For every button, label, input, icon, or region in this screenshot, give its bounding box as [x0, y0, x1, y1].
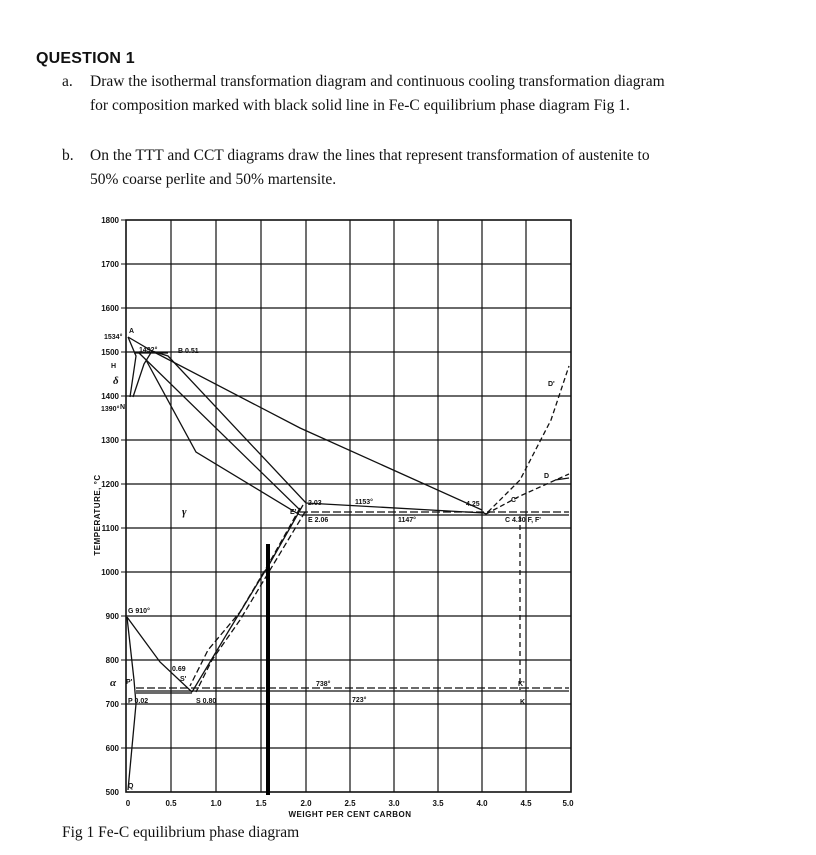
point-labels [101, 328, 555, 790]
label-h: H [111, 363, 117, 370]
x-tick-2.0: 2.0 [300, 799, 312, 808]
label-p-0.02: P 0.02 [128, 698, 149, 705]
x-tick-3.0: 3.0 [388, 799, 400, 808]
solidus-aj-line [138, 352, 300, 510]
x-tick-0: 0 [125, 799, 131, 808]
part-b-marker: b. [62, 147, 74, 164]
y-tick-1000: 1000 [101, 568, 119, 577]
label-d: D [544, 473, 550, 480]
label-4.25: 4.25 [466, 501, 480, 508]
label-p-prime: P' [126, 679, 133, 686]
label-738: 738° [316, 681, 331, 688]
label-k-prime: K' [518, 681, 525, 688]
label-723: 723° [352, 697, 367, 704]
y-tick-1700: 1700 [101, 260, 119, 269]
label-1492: 1492° [139, 347, 158, 354]
y-tick-800: 800 [105, 656, 119, 665]
x-axis-title: WEIGHT PER CENT CARBON [288, 810, 412, 819]
acm-dashed-line [190, 508, 300, 686]
part-a-line-1: Draw the isothermal transformation diagram and continuous cooling transformation diagram [90, 73, 665, 90]
x-tick-4.0: 4.0 [476, 799, 488, 808]
label-a: A [129, 328, 135, 335]
solidus-line [146, 360, 300, 515]
liquidus-upper-line [152, 351, 482, 510]
figure-caption: Fig 1 Fe-C equilibrium phase diagram [62, 824, 300, 841]
label-0.69: 0.69 [172, 666, 186, 673]
label-delta: δ [113, 375, 119, 387]
y-tick-500: 500 [105, 788, 119, 797]
x-tick-1.5: 1.5 [255, 799, 267, 808]
solvus-pq-line [128, 704, 136, 790]
phase-boundaries [127, 337, 569, 790]
label-d-prime: D' [548, 381, 555, 388]
label-b-051: B 0.51 [178, 348, 199, 355]
x-tick-4.5: 4.5 [520, 799, 532, 808]
label-c-prime: C' [511, 497, 518, 504]
label-1153: 1153° [355, 499, 373, 506]
question-title: QUESTION 1 [36, 50, 135, 67]
y-axis-title: TEMPERATURE, °C [93, 474, 102, 556]
part-a-marker: a. [62, 73, 73, 90]
part-b-line-1: On the TTT and CCT diagrams draw the lines that represent transformation of austenite to [90, 147, 650, 164]
x-tick-2.5: 2.5 [344, 799, 356, 808]
label-alpha: α [110, 677, 117, 689]
label-origin: Q [128, 783, 134, 790]
label-1534: 1534° [104, 334, 123, 341]
y-tick-700: 700 [105, 700, 119, 709]
y-tick-1400: 1400 [101, 392, 119, 401]
delta-boundary-line [128, 337, 136, 397]
label-c-4.30: C 4.30 F, F' [505, 517, 541, 524]
y-tick-1100: 1100 [101, 524, 119, 533]
y-tick-1200: 1200 [101, 480, 119, 489]
acm-dashed-line-2 [196, 512, 305, 692]
part-a-line-2: for composition marked with black solid line in Fe-C equilibrium phase diagram Fig 1. [90, 97, 630, 114]
x-axis-tick-labels [126, 799, 574, 808]
label-gamma: γ [182, 506, 187, 518]
label-2.03: 2.03 [308, 500, 322, 507]
y-tick-1800: 1800 [101, 216, 119, 225]
label-n: N [120, 404, 126, 411]
label-s-0.80: S 0.80 [196, 698, 217, 705]
x-tick-0.5: 0.5 [165, 799, 177, 808]
x-tick-1.0: 1.0 [210, 799, 222, 808]
y-tick-1300: 1300 [101, 436, 119, 445]
y-tick-1500: 1500 [101, 348, 119, 357]
label-g-910: G 910° [128, 608, 150, 615]
liquidus-d-line [555, 478, 569, 480]
liquidus-cd-dashed-line [488, 366, 569, 512]
label-1390: 1390° [101, 406, 120, 413]
part-b-line-2: 50% coarse perlite and 50% martensite. [90, 171, 337, 188]
label-k: K [520, 699, 526, 706]
label-e-2.06: E 2.06 [308, 517, 329, 524]
label-e-prime: E' [290, 509, 297, 516]
x-tick-3.5: 3.5 [432, 799, 444, 808]
y-tick-900: 900 [105, 612, 119, 621]
y-tick-600: 600 [105, 744, 119, 753]
label-s-prime: S' [180, 676, 187, 683]
label-1147: 1147° [398, 517, 416, 524]
y-tick-1600: 1600 [101, 304, 119, 313]
diagram-grid [121, 220, 571, 792]
x-tick-5.0: 5.0 [562, 799, 574, 808]
y-axis-tick-labels [101, 216, 119, 797]
